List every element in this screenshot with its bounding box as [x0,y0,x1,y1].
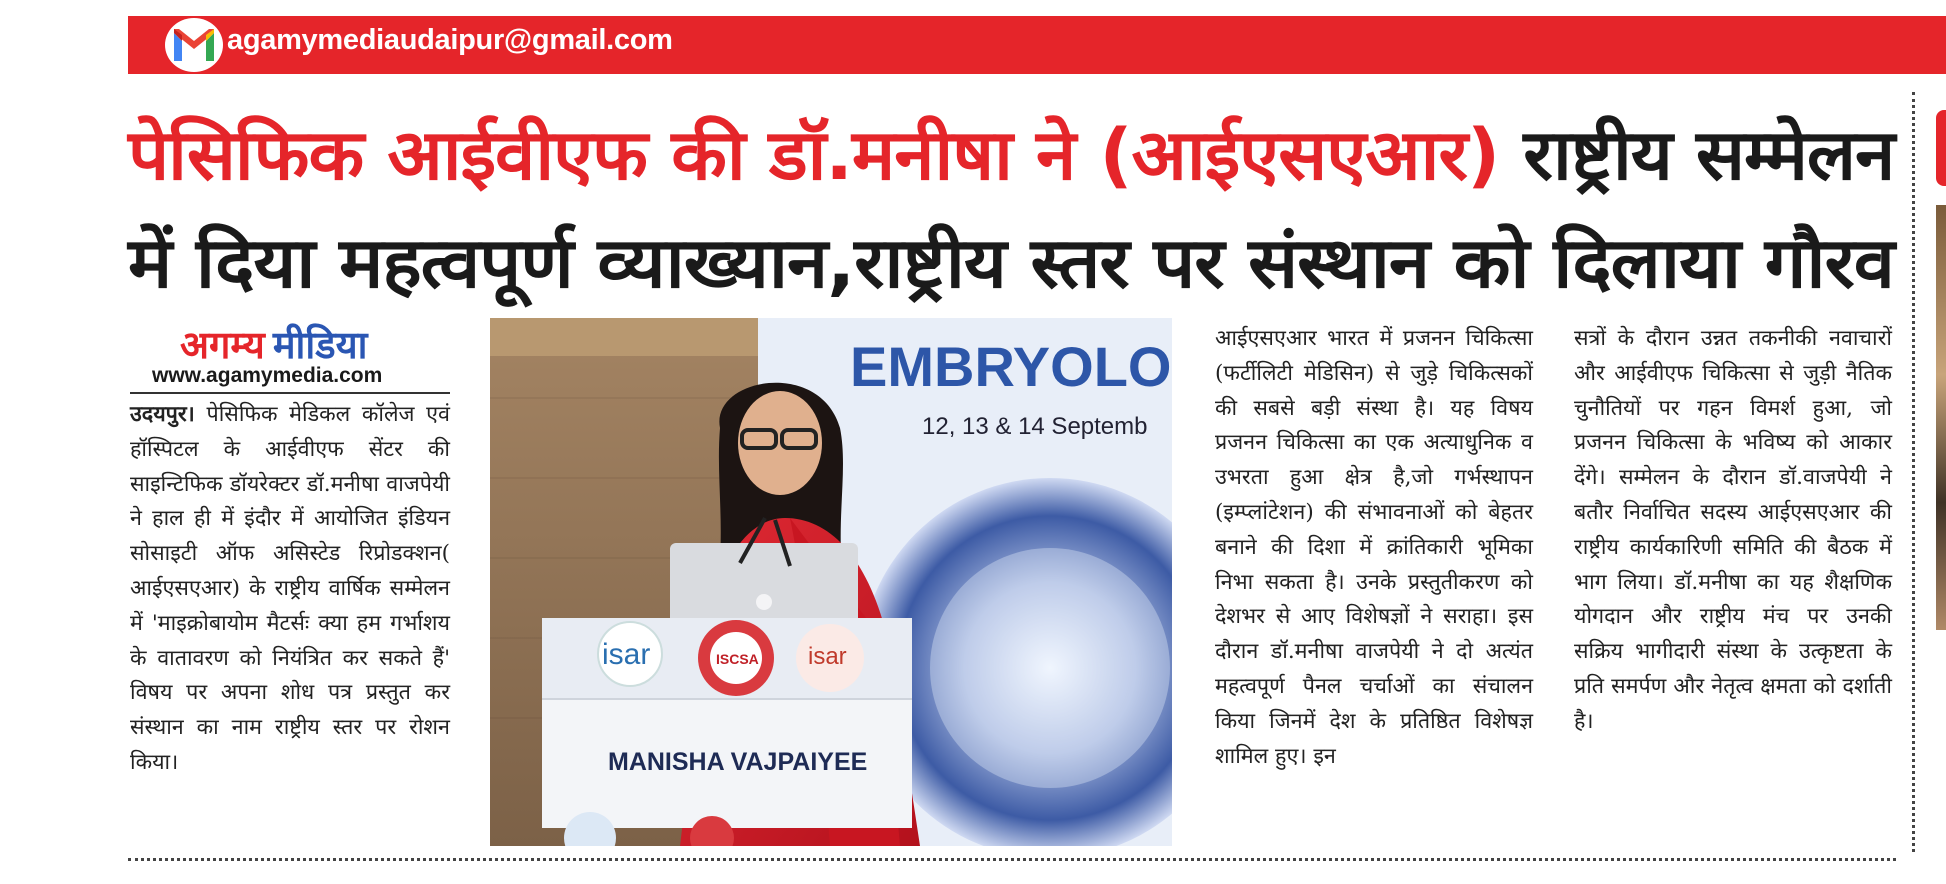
headline-line-1 [128,104,1894,200]
gmail-logo-icon [165,18,223,72]
headline-line-2: में दिया महत्वपूर्ण व्याख्यान,राष्ट्रीय स्तर पर संस्थान को दिलाया गौरव [128,222,1894,304]
bottom-divider [128,858,1896,861]
podium-logo-iscsa: ISCSA [716,651,759,667]
next-article-edge-headline [1932,110,1946,186]
podium-logo-isar-small: isar [808,643,847,670]
headline-red-part: पेसिफिक आईवीएफ की डॉ.मनीषा ने (आईएसएआर) [128,114,1500,196]
brand-url: www.agamymedia.com [152,364,383,387]
brand-name-part2: मीडिया [272,322,368,367]
article-column-2: आईएसएआर भारत में प्रजनन चिकित्सा (फर्टीलिटी मेडिसिन) से जुड़े चिकित्सकों की सबसे बड़ी संस्था है। यह विषय प्रजनन चिकित्सा का एक अत्याधुनिक व उभरता हुआ क्षेत्र है,जो गर्भस्थापन (इम्प्लांटेशन) की संभावनाओं को बेहतर बनाने की दिशा में क्रांतिकारी भूमिका निभा सकता है। उनके प्रस्तुतीकरण को देशभर से आए विशेषज्ञों ने सराहा। इस दौरान डॉ.मनीषा वाजपेयी ने दो अत्यंत महत्वपूर्ण पैनल चर्चाओं का संचालन किया जिनमें देश के प्रतिष्ठित विशेषज्ञ शामिल हुए। इन [1215,326,1533,769]
banner-word: EMBRYOLO [850,335,1172,398]
contact-email: agamymediaudaipur@gmail.com [227,24,673,56]
brand-logo [180,318,410,366]
dateline: उदयपुर। [130,402,195,427]
article-photo [490,318,1172,846]
brand-name-part1: अगम्य [180,322,265,367]
podium-name: MANISHA VAJPAIYEE [608,748,868,776]
article-column-1 [130,398,450,781]
article-column-3: सत्रों के दौरान उन्नत तकनीकी नवाचारों और आईवीएफ चिकित्सा से जुड़ी नैतिक चुनौतियों पर गहन विमर्श हुआ, जो प्रजनन चिकित्सा के भविष्य को आकार देंगे। सम्मेलन के दौरान डॉ.वाजपेयी ने बतौर निर्वाचित सदस्य आईएसएआर की राष्ट्रीय कार्यकारिणी समिति की बैठक में भाग लिया। डॉ.मनीषा का यह शैक्षणिक योगदान और राष्ट्रीय मंच पर उनकी सक्रिय भागीदारी संस्था के उत्कृष्टता के प्रति समर्पण और नेतृत्व क्षमता को दर्शाती है। [1574,326,1892,734]
next-article-edge-photo [1936,205,1946,630]
podium-logo-isar: isar [602,638,651,671]
column-divider [1912,92,1915,852]
brand-underline [130,392,450,394]
article-column-1-text: पेसिफिक मेडिकल कॉलेज एवं हॉस्पिटल के आईवीएफ सेंटर की साइन्टिफिक डॉयरेक्टर डॉ.मनीषा वाजपेयी ने हाल ही में इंदौर में आयोजित इंडियन सोसाइटी ऑफ असिस्टेड रिप्रोडक्शन( आईएसएआर) के राष्ट्रीय वार्षिक सम्मेलन में 'माइक्रोबायोम मैटर्सः क्या हम गर्भाशय के वातावरण को नियंत्रित कर सकते हैं' विषय पर अपना शोध पत्र प्रस्तुत कर संस्थान का नाम राष्ट्रीय स्तर पर रोशन किया। [130,402,450,775]
headline-black-part: राष्ट्रीय सम्मेलन [1499,114,1895,196]
banner-dates: 12, 13 & 14 Septemb [922,413,1148,440]
